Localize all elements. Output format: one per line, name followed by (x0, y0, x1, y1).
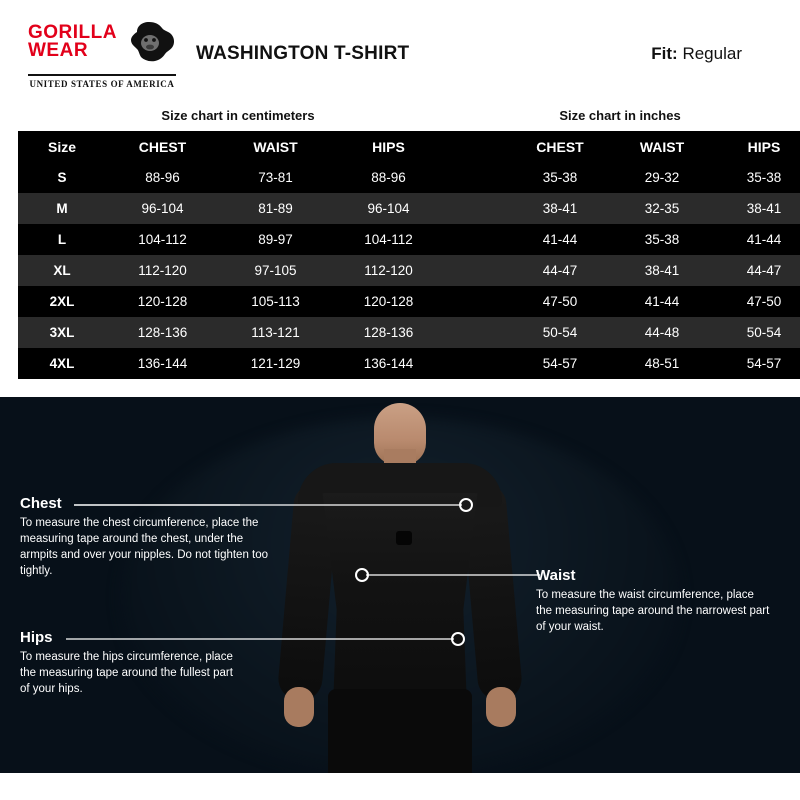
cell-size: L (18, 224, 106, 255)
cell-cm-waist: 89-97 (219, 224, 332, 255)
callout-hips-text: To measure the hips circumference, place the measuring tape around the fullest part of your hips. (20, 651, 233, 695)
cell-in-hips: 47-50 (713, 286, 800, 317)
cell-in-chest: 50-54 (509, 317, 611, 348)
table-row (18, 348, 800, 379)
cell-cm-waist: 97-105 (219, 255, 332, 286)
cell-in-hips: 38-41 (713, 193, 800, 224)
callout-waist (536, 567, 772, 636)
cell-in-hips: 54-57 (713, 348, 800, 379)
cell-cm-chest: 88-96 (106, 162, 219, 193)
cell-cm-hips: 104-112 (332, 224, 445, 255)
col-cm-waist: WAIST (219, 131, 332, 162)
cell-cm-hips: 120-128 (332, 286, 445, 317)
cell-cm-hips: 96-104 (332, 193, 445, 224)
cell-size: XL (18, 255, 106, 286)
page-title: WASHINGTON T-SHIRT (196, 43, 410, 64)
callout-waist-title: Waist (536, 567, 576, 584)
model-right-hand (486, 687, 516, 727)
cell-in-chest: 54-57 (509, 348, 611, 379)
brand-wordmark (28, 21, 117, 61)
cell-cm-hips: 136-144 (332, 348, 445, 379)
cell-cm-chest: 104-112 (106, 224, 219, 255)
col-spacer (445, 131, 509, 162)
cell-cm-hips: 112-120 (332, 255, 445, 286)
size-table (18, 131, 800, 379)
cell-cm-hips: 128-136 (332, 317, 445, 348)
cell-spacer (445, 348, 509, 379)
subheader-inches: Size chart in inches (559, 108, 681, 123)
page-header (0, 0, 800, 108)
gorilla-icon (123, 20, 177, 69)
table-row (18, 224, 800, 255)
brand-divider (28, 74, 176, 76)
cell-size: M (18, 193, 106, 224)
cell-spacer (445, 193, 509, 224)
cell-cm-waist: 105-113 (219, 286, 332, 317)
subheader-centimeters: Size chart in centimeters (161, 108, 315, 123)
chart-subheaders (0, 108, 800, 131)
cell-in-hips: 44-47 (713, 255, 800, 286)
cell-size: 4XL (18, 348, 106, 379)
col-in-waist: WAIST (611, 131, 713, 162)
brand-word-1: GORILLA (28, 21, 117, 43)
cell-spacer (445, 224, 509, 255)
measurement-diagram-panel (0, 397, 800, 773)
cell-cm-hips: 88-96 (332, 162, 445, 193)
cell-cm-waist: 121-129 (219, 348, 332, 379)
cell-in-hips: 50-54 (713, 317, 800, 348)
cell-in-waist: 48-51 (611, 348, 713, 379)
cell-cm-waist: 73-81 (219, 162, 332, 193)
cell-cm-chest: 128-136 (106, 317, 219, 348)
col-cm-chest: CHEST (106, 131, 219, 162)
callout-waist-text: To measure the waist circumference, place the measuring tape around the narrowest part of your waist. (536, 589, 770, 633)
model-pants (328, 689, 472, 773)
table-body (18, 162, 800, 379)
cell-in-chest: 38-41 (509, 193, 611, 224)
col-in-hips: HIPS (713, 131, 800, 162)
brand-logo (28, 20, 180, 89)
model-torso (312, 493, 488, 705)
model-photo (250, 397, 550, 773)
cell-cm-chest: 120-128 (106, 286, 219, 317)
cell-in-hips: 41-44 (713, 224, 800, 255)
cell-in-chest: 47-50 (509, 286, 611, 317)
col-in-chest: CHEST (509, 131, 611, 162)
table-row (18, 255, 800, 286)
brand-tagline: UNITED STATES OF AMERICA (29, 78, 175, 89)
cell-in-waist: 32-35 (611, 193, 713, 224)
cell-in-chest: 44-47 (509, 255, 611, 286)
callout-chest-text: To measure the chest circumference, place the measuring tape around the chest, under the armpits and over your nipples. Do not tighten too tightly. (20, 517, 269, 577)
model-left-hand (284, 687, 314, 727)
cell-size: S (18, 162, 106, 193)
cell-in-chest: 35-38 (509, 162, 611, 193)
fit-info (651, 44, 772, 64)
cell-cm-waist: 113-121 (219, 317, 332, 348)
cell-spacer (445, 317, 509, 348)
cell-size: 2XL (18, 286, 106, 317)
callout-hips (20, 629, 242, 698)
cell-in-waist: 29-32 (611, 162, 713, 193)
cell-spacer (445, 162, 509, 193)
table-header-row (18, 131, 800, 162)
fit-label: Fit: (651, 44, 678, 63)
size-table-wrapper (0, 131, 800, 379)
cell-size: 3XL (18, 317, 106, 348)
callout-chest (20, 495, 270, 579)
brand-lockup (28, 21, 180, 69)
col-size: Size (18, 131, 106, 162)
table-row (18, 193, 800, 224)
cell-in-waist: 38-41 (611, 255, 713, 286)
fit-value: Regular (682, 44, 742, 63)
callout-chest-title: Chest (20, 495, 62, 512)
cell-cm-waist: 81-89 (219, 193, 332, 224)
cell-spacer (445, 255, 509, 286)
table-row (18, 286, 800, 317)
cell-in-waist: 35-38 (611, 224, 713, 255)
cell-spacer (445, 286, 509, 317)
cell-cm-chest: 136-144 (106, 348, 219, 379)
brand-word-2: WEAR (28, 39, 89, 61)
cell-in-chest: 41-44 (509, 224, 611, 255)
cell-in-waist: 44-48 (611, 317, 713, 348)
cell-in-hips: 35-38 (713, 162, 800, 193)
col-cm-hips: HIPS (332, 131, 445, 162)
cell-in-waist: 41-44 (611, 286, 713, 317)
cell-cm-chest: 96-104 (106, 193, 219, 224)
table-head (18, 131, 800, 162)
callout-hips-title: Hips (20, 629, 53, 646)
table-row (18, 317, 800, 348)
cell-cm-chest: 112-120 (106, 255, 219, 286)
table-row (18, 162, 800, 193)
shirt-logo-icon (396, 531, 412, 545)
